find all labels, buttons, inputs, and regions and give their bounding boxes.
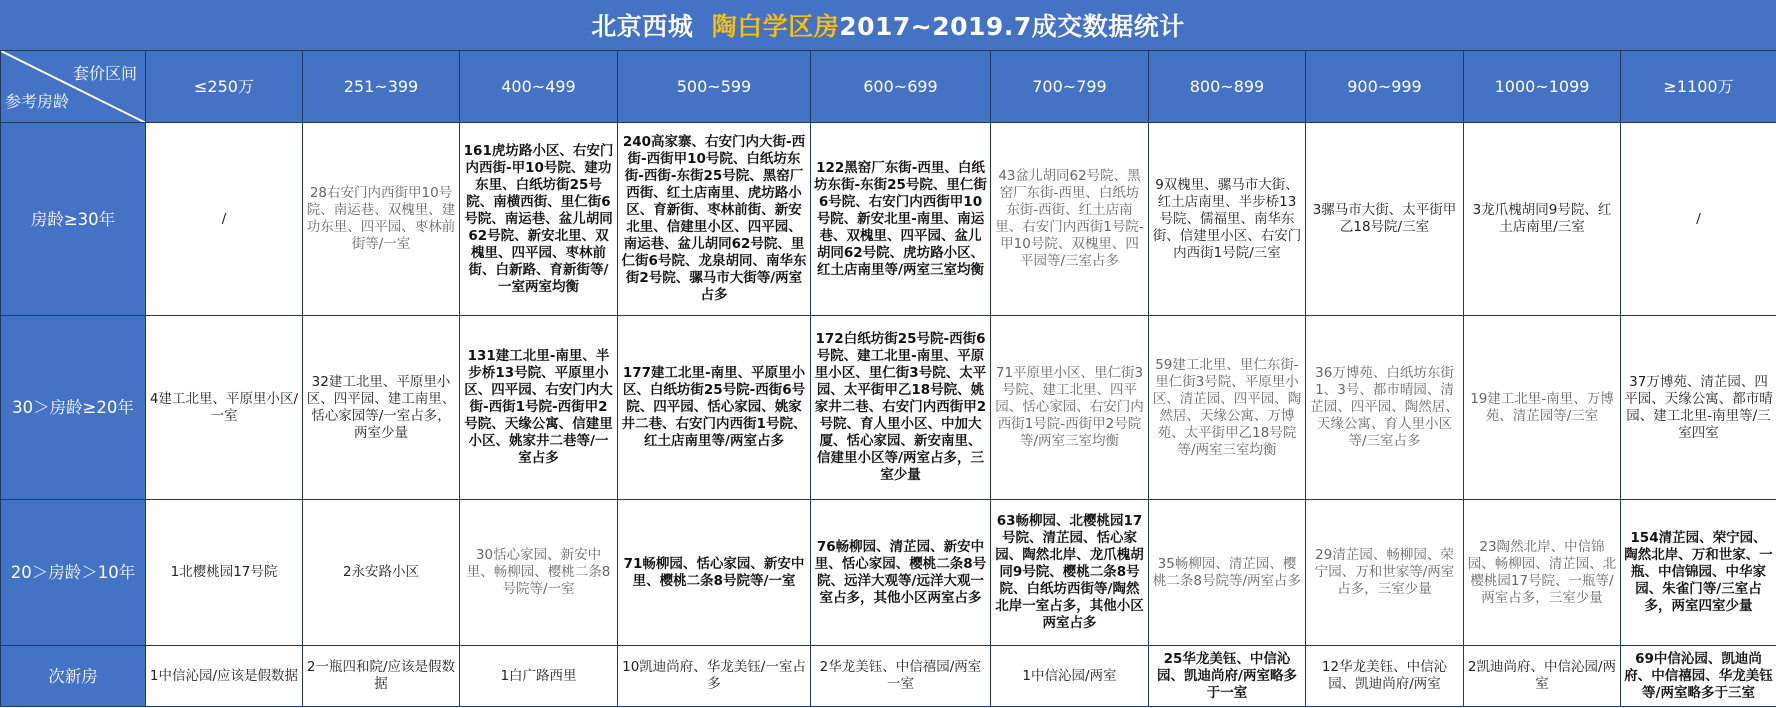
table-cell: 2凯迪尚府、中信沁园/两室 xyxy=(1464,646,1621,707)
table-cell: 9双槐里、骡马市大街、红土店南里、半步桥13号院、儒福里、南华东街、信建里小区、右安门内西街1号院/三室 xyxy=(1149,123,1306,316)
table-cell: 43盆儿胡同62号院、黑窑厂东街-西里、白纸坊东街-西街、红土店南里、右安门内西街1号院-甲10号院、双槐里、四平园等/三室占多 xyxy=(991,123,1149,316)
title-prefix: 北京西城 xyxy=(591,12,694,41)
table-cell: 35畅柳园、清芷园、樱桃二条8号院等/两室占多 xyxy=(1149,500,1306,646)
table-cell: 23陶然北岸、中信锦园、畅柳园、清芷园、北樱桃园17号院、一瓶等/两室占多，三室少量 xyxy=(1464,500,1621,646)
table-row xyxy=(1,123,1776,316)
table-cell: 1白广路西里 xyxy=(460,646,618,707)
table-cell: 177建工北里-南里、平原里小区、白纸坊街25号院-西街6号院、四平园、恬心家园、姚家井二巷、右安门内西街1号院、红土店南里等/两室占多 xyxy=(618,316,811,500)
table-cell: 69中信沁园、凯迪尚府、中信禧园、华龙美钰等/两室略多于三室 xyxy=(1621,646,1776,707)
table-cell: 1中信沁园/应该是假数据 xyxy=(146,646,303,707)
table-row xyxy=(1,500,1776,646)
table-cell: 29清芷园、畅柳园、荣宁园、万和世家等/两室占多，三室少量 xyxy=(1306,500,1464,646)
table-cell: 76畅柳园、清芷园、新安中里、恬心家园、樱桃二条8号院、远洋大观等/远洋大观一室占多，其他小区两室占多 xyxy=(811,500,991,646)
title-suffix: 2017~2019.7成交数据统计 xyxy=(839,12,1185,41)
table-cell: 19建工北里-南里、万博苑、清芷园等/三室 xyxy=(1464,316,1621,500)
row-header: 房龄≥30年 xyxy=(1,123,146,316)
table-cell: 4建工北里、平原里小区/一室 xyxy=(146,316,303,500)
col-header: 1000~1099 xyxy=(1464,51,1621,123)
col-header: ≤250万 xyxy=(146,51,303,123)
table-cell: / xyxy=(146,123,303,316)
row-header: 20＞房龄＞10年 xyxy=(1,500,146,646)
table-cell: 154清芷园、荣宁园、陶然北岸、万和世家、一瓶、中信锦园、中华家园、朱雀门等/三室占多，两室四室少量 xyxy=(1621,500,1776,646)
table-cell: 1北樱桃园17号院 xyxy=(146,500,303,646)
col-header: 900~999 xyxy=(1306,51,1464,123)
table-cell: 1中信沁园/两室 xyxy=(991,646,1149,707)
corner-age-label: 参考房龄 xyxy=(5,92,70,111)
corner-price-label: 套价区间 xyxy=(72,64,137,83)
row-header: 30＞房龄≥20年 xyxy=(1,316,146,500)
table-cell: 10凯迪尚府、华龙美钰/一室占多 xyxy=(618,646,811,707)
col-header: 500~599 xyxy=(618,51,811,123)
table-cell: 12华龙美钰、中信沁园、凯迪尚府/两室 xyxy=(1306,646,1464,707)
table-cell: 71畅柳园、恬心家园、新安中里、樱桃二条8号院等/一室 xyxy=(618,500,811,646)
col-header: 600~699 xyxy=(811,51,991,123)
row-header: 次新房 xyxy=(1,646,146,707)
table-cell: 71平原里小区、里仁街3号院、建工北里、四平园、恬心家园、右安门内西街1号院-西街甲2号院等/两室三室均衡 xyxy=(991,316,1149,500)
table-cell: 2一瓶四和院/应该是假数据 xyxy=(303,646,460,707)
table-cell: 131建工北里-南里、半步桥13号院、平原里小区、四平园、右安门内大街-西街1号院-西街甲2号院、天缘公寓、信建里小区、姚家井二巷等/一室占多 xyxy=(460,316,618,500)
table-cell: 36万博苑、白纸坊东街1、3号、都市晴园、清芷园、四平园、陶然居、天缘公寓、育人里小区等/三室占多 xyxy=(1306,316,1464,500)
title-highlight: 陶白学区房 xyxy=(711,12,840,41)
table-cell: / xyxy=(1621,123,1776,316)
table-cell: 30恬心家园、新安中里、畅柳园、樱桃二条8号院等/一室 xyxy=(460,500,618,646)
header-row xyxy=(1,51,1776,123)
page-title xyxy=(0,0,1776,50)
col-header: 251~399 xyxy=(303,51,460,123)
col-header: 400~499 xyxy=(460,51,618,123)
table-cell: 28右安门内西街甲10号院、南运巷、双槐里、建功东里、四平园、枣林前街等/一室 xyxy=(303,123,460,316)
table-cell: 161虎坊路小区、右安门内西街-甲10号院、建功东里、白纸坊街25号院、南横西街、里仁街6号院、南运巷、盆儿胡同62号院、新安北里、双槐里、四平园、枣林前街、白新路、育新街等/一室两室均衡 xyxy=(460,123,618,316)
col-header: ≥1100万 xyxy=(1621,51,1776,123)
table-row xyxy=(1,316,1776,500)
table-cell: 32建工北里、平原里小区、四平园、建工南里、恬心家园等/一室占多，两室少量 xyxy=(303,316,460,500)
table-cell: 59建工北里、里仁东街-里仁街3号院、平原里小区、清芷园、四平园、陶然居、天缘公寓、万博苑、太平街甲乙18号院等/两室三室均衡 xyxy=(1149,316,1306,500)
table-cell: 37万博苑、清芷园、四平园、天缘公寓、都市晴园、建工北里-南里等/三室四室 xyxy=(1621,316,1776,500)
table-cell: 25华龙美钰、中信沁园、凯迪尚府/两室略多于一室 xyxy=(1149,646,1306,707)
table-cell: 240高家寨、右安门内大街-西街-西街甲10号院、白纸坊东街-西街-东街25号院、黑窑厂西街、红土店南里、虎坊路小区、育新街、枣林前街、新安北里、信建里小区、四平园、南运巷、盆儿胡同62号院、里仁街6号院、龙泉胡同、南华东街2号院、骡马市大街等/两室占多 xyxy=(618,123,811,316)
corner-header xyxy=(1,51,146,123)
table-cell: 3龙爪槐胡同9号院、红土店南里/三室 xyxy=(1464,123,1621,316)
table-cell: 122黑窑厂东街-西里、白纸坊东街-东街25号院、里仁街6号院、右安门内西街甲10号院、新安北里-南里、南运巷、双槐里、四平园、盆儿胡同62号院、虎坊路小区、红土店南里等/两室三室均衡 xyxy=(811,123,991,316)
table-cell: 2华龙美钰、中信禧园/两室一室 xyxy=(811,646,991,707)
table-cell: 3骡马市大街、太平街甲乙18号院/三室 xyxy=(1306,123,1464,316)
table-row xyxy=(1,646,1776,707)
table-cell: 172白纸坊街25号院-西街6号院、建工北里-南里、平原里小区、里仁街3号院、太平园、太平街甲乙18号院、姚家井二巷、右安门内西街甲2号院、育人里小区、中加大厦、恬心家园、新安南里、信建里小区等/两室占多，三室少量 xyxy=(811,316,991,500)
stats-table xyxy=(0,50,1776,707)
col-header: 700~799 xyxy=(991,51,1149,123)
col-header: 800~899 xyxy=(1149,51,1306,123)
table-cell: 2永安路小区 xyxy=(303,500,460,646)
corner-diagonal xyxy=(1,51,146,123)
table-cell: 63畅柳园、北樱桃园17号院、清芷园、恬心家园、陶然北岸、龙爪槐胡同9号院、樱桃二条8号院、白纸坊西街等/陶然北岸一室占多，其他小区两室占多 xyxy=(991,500,1149,646)
